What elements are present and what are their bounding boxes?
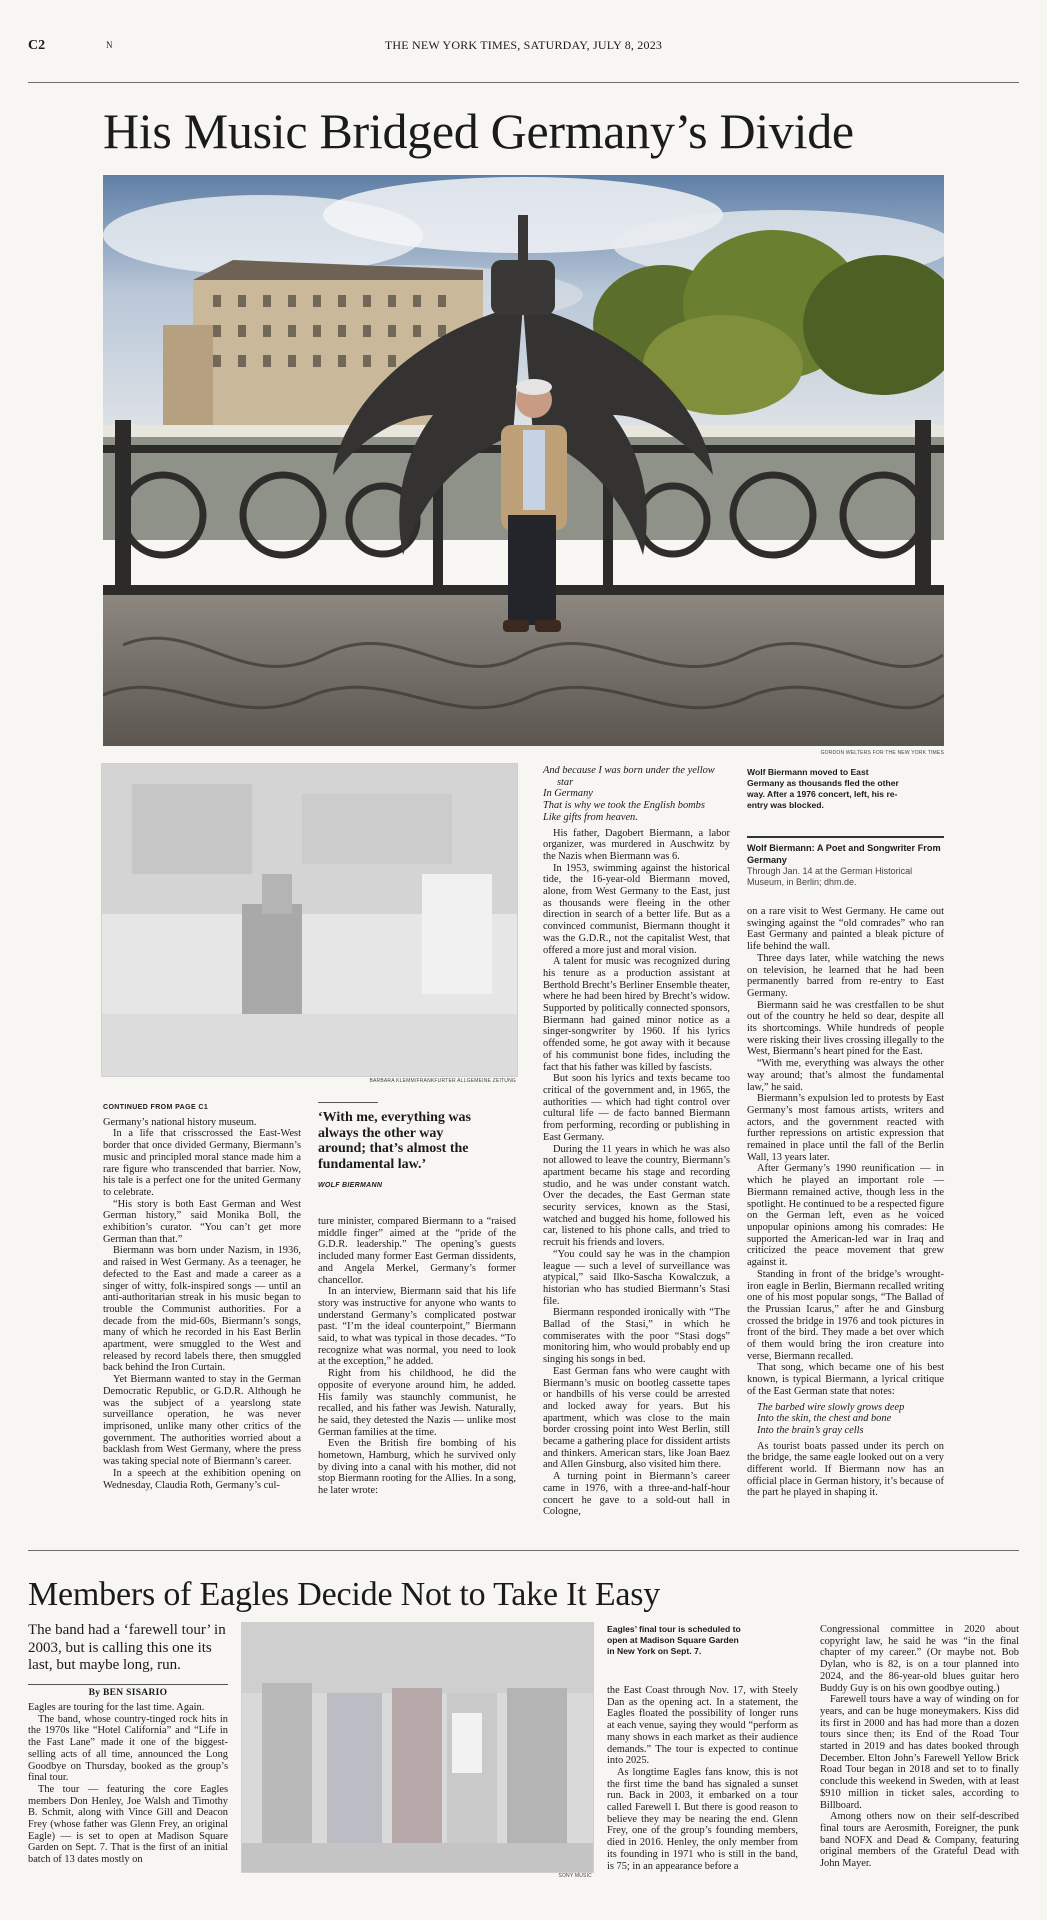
paragraph: The band, whose country-tinged rock hits in the 1970s like “Hotel California” and “Life in the Fast Lane” made it one of the biggest-selling acts of all time, announced the Long Goodbye on Thursday, booked as the group’s final tour. [28, 1713, 228, 1784]
paragraph: Right from his childhood, he did the opposite of everyone around him, he added. His family was staunchly communist, he recalled, and his father was Jewish. Naturally, he said, they detested the Nazis — unlike most German families at the time. [318, 1368, 516, 1438]
story1-column-3 [543, 765, 730, 1518]
pullquote-rule [318, 1102, 378, 1103]
paragraph: Among others now on their self-described final tours are Aerosmith, Foreigner, the punk band NOFX and Dead & Company, featuring original members of the Grateful Dead with John Mayer. [820, 1811, 1019, 1870]
paragraph: Biermann responded ironically with “The Ballad of the Stasi,” in which he commiserates with the poor “Stasi dogs” monitoring him, who would probably end up singing his songs in bed. [543, 1307, 730, 1366]
paragraph: As longtime Eagles fans know, this is not the first time the band has signaled a sunset run. Back in 2003, it embarked on a tour called Farewell I. But there is good reason to believe they may be nearing the end. Glenn Frey, one of the group’s founding members, died in 2016. Henley, the only member from its founding in 1971 who is still in the band, is 75; in an appearance before a [607, 1766, 798, 1872]
pullquote-attribution: WOLF BIERMANN [318, 1182, 383, 1189]
paragraph: A turning point in Biermann’s career came in 1976, with a three-and-half-hour concert he gave to a sold-out hall in Cologne, [543, 1471, 730, 1518]
info-box-rule [747, 836, 944, 838]
paragraph: His father, Dagobert Biermann, a labor organizer, was murdered in Auschwitz by the Nazis when Biermann was 6. [543, 827, 730, 862]
paragraph: East German fans who were caught with Biermann’s music on bootleg cassette tapes or handbills of his verse could be arrested and locked away for years. But his apartment, which was close to the main border crossing point into West Berlin, still became a gathering place for dissident artists and thinkers. American stars, like Joan Baez and Allen Ginsburg, also visited him there. [543, 1365, 730, 1471]
paragraph: In a speech at the exhibition opening on Wednesday, Claudia Roth, Germany’s cul- [103, 1467, 301, 1491]
main-photo [103, 175, 944, 746]
poem-line: And because I was born under the yellow [543, 765, 715, 776]
story2-headline: Members of Eagles Decide Not to Take It Easy [28, 1576, 661, 1613]
edition-mark: N [106, 40, 113, 50]
masthead [28, 38, 1019, 58]
story2-dek: The band had a ‘farewell tour’ in 2003, but is calling this one its last, but maybe long, run. [28, 1622, 226, 1673]
poem-line: Like gifts from heaven. [543, 811, 638, 823]
bridge-eagle-photo [103, 175, 944, 746]
paragraph: But soon his lyrics and texts became too critical of the government and, in 1965, the authorities — which had tight control over cultural life — de facto banned Biermann from performing, recording or publishing in East Germany. [543, 1073, 730, 1143]
paragraph: Biermann’s expulsion led to protests by East Germany’s most famous artists, writers and actors, and the government reacted with further repressions on artistic expression that remained in place until the fall of the Berlin Wall, 13 years later. [747, 1093, 944, 1163]
section-rule [28, 1550, 1019, 1551]
paragraph: Congressional committee in 2020 about copyright law, he said he was “in the final chapter of my career.” (Or maybe not. Bob Dylan, who is 82, is on a tour planned into 2024, and the 86-year-old blues guitar hero Buddy Guy is on his own goodbye outing.) [820, 1624, 1019, 1694]
paragraph: Farewell tours have a way of winding on for years, and can be huge moneymakers. Kiss did its first in 2000 and has had more than a dozen tours since then; its End of the Road Tour started in 2019 and has dates booked through December. Elton John’s Farewell Yellow Brick Road Tour began in 2018 and set to to finally conclude this weekend in Sweden, with at least $910 million in ticket sales, according to Billboard. [820, 1694, 1019, 1811]
story2-byline: By BEN SISARIO [88, 1688, 168, 1698]
paragraph: In 1953, swimming against the historical tide, the 16-year-old Biermann moved, alone, from West Germany to the East, just as thousands were fleeing in the other direction in search of a better life. But as a convinced communist, Biermann thought it was the G.D.R., not the capitalist West, that offered a more just and moral vision. [543, 862, 730, 956]
eagles-photo-image [242, 1623, 593, 1872]
paragraph: In a life that crisscrossed the East-West border that once divided Germany, Biermann’s music and principled moral stance made him a rare figure who transcended that barrier. Now, his tale is a perfect one for the united Germany to celebrate. [103, 1128, 301, 1198]
paragraph: A talent for music was recognized during his tenure as a production assistant at Berthold Brecht’s Berliner Ensemble theater, where he had been hired by Brecht’s widow. Supported by politically connected sponsors, Biermann had gained minor notice as a singer-songwriter by 1960. If his lyrics offended some, he got away with it because of his communist bone fides, including the fact that his father was killed by fascists. [543, 956, 730, 1073]
story1-column-4 [747, 906, 944, 1499]
paragraph: That song, which became one of his best known, is typical Biermann, a lyrical critique of the East German state that notes: [747, 1362, 944, 1397]
paragraph: Even the British fire bombing of his hometown, Hamburg, which he survived only by diving into a canal with his mother, did not stop Biermann rooting for the Allies. In a song, he later wrote: [318, 1438, 516, 1497]
concert-photo-image [102, 764, 517, 1076]
concert-photo-credit: BARBARA KLEMM/FRANKFURTER ALLGEMEINE ZEITUNG [369, 1078, 516, 1084]
paragraph: Yet Biermann wanted to stay in the German Democratic Republic, or G.D.R. Although he was the subject of a yearslong state surveillance operation, he was never imprisoned, unlike many other critics of the government. The authorities worried about a backlash from West Germany, where the press was taking special note of Biermann’s career. [103, 1374, 301, 1468]
paragraph: on a rare visit to West Germany. He came out swinging against the “old comrades” who ran East Germany and painted a bleak picture of life behind the wall. [747, 906, 944, 953]
paragraph: Eagles are touring for the last time. Again. [28, 1702, 205, 1713]
paragraph: During the 11 years in which he was also not allowed to leave the country, Biermann’s apartment became his stage and recording studio, and he was under constant watch. Over the decades, the East German state security services, known as the Stasi, watched and bugged his home, followed his car, listened to his phone calls, and tried to recruit his friends and lovers. [543, 1143, 730, 1249]
poem-line: Into the skin, the chest and bone [757, 1413, 892, 1425]
byline-rule [28, 1684, 228, 1685]
concert-photo [101, 763, 518, 1077]
story2-column-1 [28, 1702, 228, 1866]
poem-line: Into the brain’s gray cells [757, 1424, 864, 1436]
paragraph: Biermann was born under Nazism, in 1936, and raised in West Germany. As a teenager, he defected to the East and made a career as a singer of witty, folk-inspired songs — until an anti-authoritarian streak in his music began to trouble the Communist authorities. For a decade from the mid-60s, Biermann’s songs, many of which he recorded in his East Berlin apartment, were smuggled to the West and released by record labels there, then smuggled back behind the Iron Curtain. [103, 1245, 301, 1374]
dateline: THE NEW YORK TIMES, SATURDAY, JULY 8, 2023 [384, 38, 663, 52]
paragraph: Germany’s national history museum. [103, 1116, 257, 1128]
story2-column-3 [820, 1624, 1019, 1870]
story1-column-1 [103, 1102, 301, 1491]
eagles-photo [241, 1622, 594, 1873]
paragraph: In an interview, Biermann said that his life story was instructive for anyone who wants to understand Germany’s complicated postwar past. “I’m the ideal counterpoint,” Biermann said, to what was typical in those decades. “To recognize what was normal, you need to look at the exception,” he added. [318, 1286, 516, 1368]
paragraph: As tourist boats passed under its perch on the bridge, the same eagle looked out on a very different world. If Biermann now has an official place in German history, it’s because of the part he played in shaping it. [747, 1440, 944, 1499]
story2-column-2 [607, 1685, 798, 1872]
paragraph: The tour — featuring the core Eagles members Don Henley, Joe Walsh and Timothy B. Schmit, along with Vince Gill and Deacon Frey (whose father was Glenn Frey, an original Eagle) — is set to open at Madison Square Garden on Sept. 7. That is the first of an initial batch of 13 dates mostly on [28, 1783, 228, 1866]
paragraph: Standing in front of the bridge’s wrought-iron eagle in Berlin, Biermann recalled writing one of his most popular songs, “The Ballad of the Prussian Icarus,” after he and Ginsburg crossed the bridge in 1976 and took pictures in front of the bird. They made a bet over which of them would bring the iron creature into verse, Biermann recalled. [747, 1268, 944, 1362]
photo-caption: Wolf Biermann moved to East Germany as thousands fled the other way. After a 1976 concert, left, his re-entry was blocked. [747, 767, 899, 810]
poem-line: That is why we took the English bombs [543, 800, 705, 812]
paragraph: “His story is both East German and West German history,” said Monika Boll, the exhibition’s curator. “You can’t get more German than that.” [103, 1198, 301, 1245]
main-photo-credit: GORDON WELTERS FOR THE NEW YORK TIMES [820, 750, 944, 756]
paragraph: Biermann said he was crestfallen to be shut out of the country he held so dear, despite all its shortcomings. While hundreds of people were risking their lives crossing illegally to the West, Biermann’s heart pined for the East. [747, 999, 944, 1058]
paragraph: ture minister, compared Biermann to a “raised middle finger” aimed at the “pride of the G.D.R. leadership.” The opening’s guests included many former East German dissidents, and Angela Merkel, Germany’s former chancellor. [318, 1216, 516, 1286]
poem-line: In Germany [543, 788, 593, 800]
story1-column-2 [318, 1216, 516, 1497]
poem-line: star [557, 776, 574, 788]
masthead-rule [28, 82, 1019, 83]
exhibition-info-box [747, 843, 944, 888]
poem-excerpt [757, 1402, 944, 1437]
continued-kicker: CONTINUED FROM PAGE C1 [103, 1104, 209, 1111]
exhibition-title: Wolf Biermann: A Poet and Songwriter From Germany [747, 843, 941, 865]
exhibition-details: Through Jan. 14 at the German Historical Museum, in Berlin; dhm.de. [747, 866, 913, 887]
paragraph: the East Coast through Nov. 17, with Steely Dan as the opening act. In a statement, the Eagles floated the possibility of longer runs at each venue, saying they would “perform as many shows in each market as their audience demands.” The tour is expected to continue into 2025. [607, 1685, 798, 1767]
paragraph: “You could say he was in the champion league — such a level of surveillance was atypical,” said Ilko-Sascha Kowalczuk, a historian who has studied Biermann’s Stasi file. [543, 1248, 730, 1307]
page-number: C2 [28, 38, 46, 53]
story1-headline: His Music Bridged Germany’s Divide [103, 103, 854, 159]
eagles-photo-caption: Eagles’ final tour is scheduled to open at Madison Square Garden in New York on Sept. 7. [607, 1624, 741, 1656]
poem-excerpt [543, 765, 730, 824]
pullquote-text: ‘With me, everything was always the other way around; that’s almost the fundamental law.’ [318, 1110, 471, 1172]
poem-line: The barbed wire slowly grows deep [757, 1401, 905, 1413]
paragraph: “With me, everything was always the other way around; that’s almost the fundamental law,” he said. [747, 1058, 944, 1093]
paragraph: After Germany’s 1990 reunification — in which he played an important role — Biermann remained active, though less in the spotlight. He continued to be a respected figure on the German left, even as he voiced unpopular opinions among his comrades: He supported the American-led war in Iraq and criticized the peace movement that grew against it. [747, 1163, 944, 1269]
pullquote [318, 1110, 473, 1194]
paragraph: Three days later, while watching the news on television, he learned that he had been permanently barred from re-entry to East Germany. [747, 952, 944, 999]
eagles-photo-credit: SONY MUSIC [558, 1873, 592, 1879]
